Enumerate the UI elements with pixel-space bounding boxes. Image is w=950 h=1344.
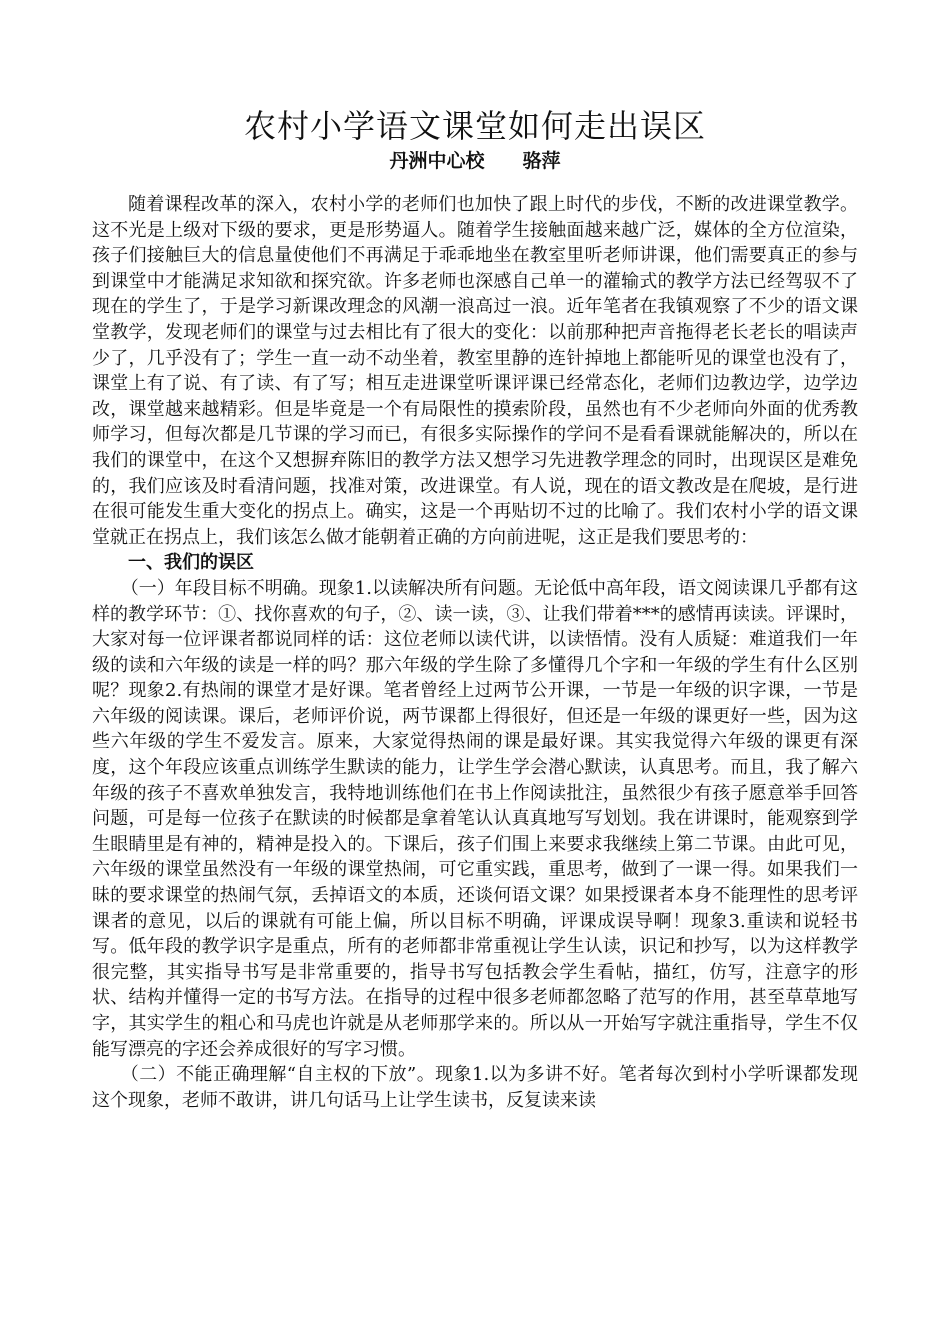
section-heading: 一、我们的误区 [128, 552, 254, 574]
author-name: 骆萍 [522, 150, 561, 172]
intro-paragraph: 随着课程改革的深入，农村小学的老师们也加快了跟上时代的步伐，不断的改进课堂教学。这不光是上级对下级的要求，更是形势逼人。随着学生接触面越来越广泛，媒体的全方位渲染，孩子们接触巨大的信息量使他们不再满足于乖乖地坐在教室里听老师讲课，他们需要真正的参与到课堂中才能满足求知欲和探究欲。许多老师也深感自己单一的灌输式的教学方法已经驾驭不了现在的学生了，于是学习新课改理念的风潮一浪高过一浪。近年笔者在我镇观察了不少的语文课堂教学，发现老师们的课堂与过去相比有了很大的变化：以前那种把声音拖得老长老长的唱读声少了，几乎没有了；学生一直一动不动坐着，教室里静的连针掉地上都能听见的课堂也没有了，课堂上有了说、有了读、有了写；相互走进课堂听课评课已经常态化，老师们边教边学，边学边改，课堂越来越精彩。但是毕竟是一个有局限性的摸索阶段，虽然也有不少老师向外面的优秀教师学习，但每次都是几节课的学习而已，有很多实际操作的学问不是看看课就能解决的，所以在我们的课堂中，在这个又想摒弃陈旧的教学方法又想学习先进教学理念的同时，出现误区是难免的，我们应该及时看清问题，找准对策，改进课堂。有人说，现在的语文教改是在爬坡，是行进在很可能发生重大变化的拐点上。确实，这是一个再贴切不过的比喻了。我们农村小学的语文课堂就正在拐点上，我们该怎么做才能朝着正确的方向前进呢，这正是我们要思考的： [92, 194, 858, 548]
subsection-2-paragraph: （二）不能正确理解“自主权的下放”。现象1.以为多讲不好。笔者每次到村小学听课都发现这个现象，老师不敢讲，讲几句话马上让学生读书，反复读来读 [92, 1064, 858, 1111]
subsection-1-paragraph: （一）年段目标不明确。现象1.以读解决所有问题。无论低中高年段，语文阅读课几乎都有这样的教学环节：①、找你喜欢的句子，②、读一读，③、让我们带着***的感情再读读。评课时，大家对每一位评课者都说同样的话：这位老师以读代讲，以读悟情。没有人质疑：难道我们一年级的读和六年级的读是一样的吗？那六年级的学生除了多懂得几个字和一年级的学生有什么区别呢？现象2.有热闹的课堂才是好课。笔者曾经上过两节公开课，一节是一年级的识字课，一节是六年级的阅读课。课后，老师评价说，两节课都上得很好，但还是一年级的课更好一些，因为这些六年级的学生不爱发言。原来，大家觉得热闹的课是最好课。其实我觉得六年级的课更有深度，这个年段应该重点训练学生默读的能力，让学生学会潜心默读，认真思考。而且，我了解六年级的孩子不喜欢单独发言，我特地训练他们在书上作阅读批注，虽然很少有孩子愿意举手回答问题，可是每一位孩子在默读的时候都是拿着笔认认真真地写写划划。我在讲课时，能观察到学生眼睛里是有神的，精神是投入的。下课后，孩子们围上来要求我继续上第二节课。由此可见，六年级的课堂虽然没有一年级的课堂热闹，可它重实践，重思考，做到了一课一得。如果我们一昧的要求课堂的热闹气氛，丢掉语文的本质，还谈何语文课？如果授课者本身不能理性的思考评课者的意见，以后的课就有可能上偏，所以目标不明确，评课成误导啊！现象3.重读和说轻书写。低年段的教学识字是重点，所有的老师都非常重视让学生认读，识记和抄写，以为这样教学很完整，其实指导书写是非常重要的，指导书写包括教会学生看帖，描红，仿写，注意字的形状、结构并懂得一定的书写方法。在指导的过程中很多老师都忽略了范写的作用，甚至草草地写字，其实学生的粗心和马虎也许就是从老师那学来的。所以从一开始写字就注重指导，学生不仅能写漂亮的字还会养成很好的写字习惯。 [92, 577, 858, 1060]
document-page [92, 104, 858, 1113]
school-name: 丹洲中心校 [389, 150, 485, 172]
byline [92, 148, 858, 174]
document-title: 农村小学语文课堂如何走出误区 [243, 107, 706, 145]
